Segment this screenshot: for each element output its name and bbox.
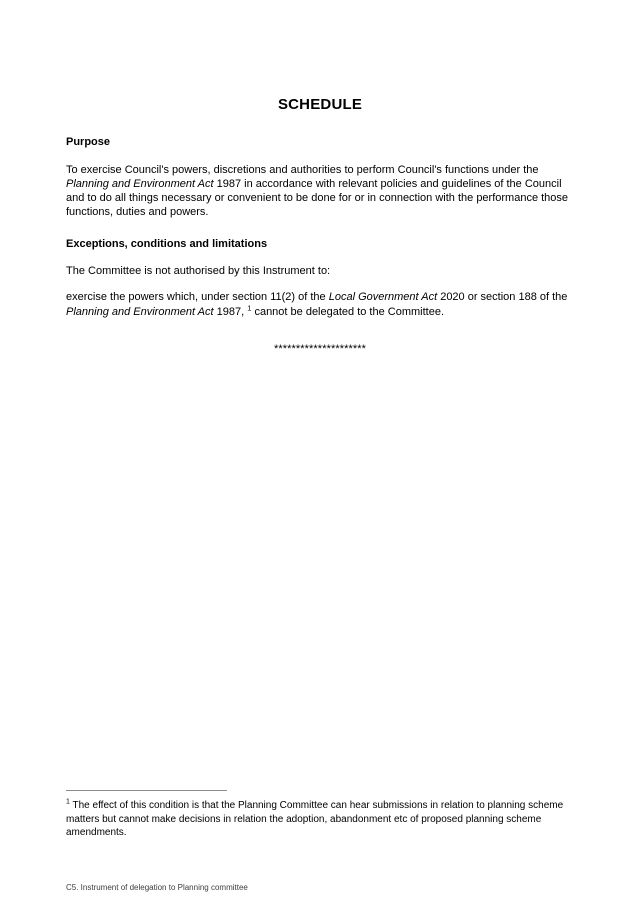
spacer bbox=[66, 114, 574, 135]
spacer bbox=[66, 150, 574, 163]
clause-text-part3: 1987, bbox=[213, 305, 248, 318]
footnote-reference-marker: 1 bbox=[247, 303, 252, 313]
page-title: SCHEDULE bbox=[277, 96, 363, 113]
section-separator: ********************* bbox=[274, 343, 366, 356]
clause-text-part2: 2020 or section 188 of the bbox=[437, 291, 568, 304]
spacer bbox=[66, 278, 574, 290]
footnote-separator-rule bbox=[66, 790, 227, 791]
clause-planning-environment-act-citation: Planning and Environment Act bbox=[66, 305, 214, 318]
exceptions-clause-paragraph bbox=[66, 290, 574, 319]
purpose-text-part2: 1987 in accordance with relevant policies and guidelines of the Council and to do all things necessary or convenient to be done for or in connection with the performance those functions, duties and powers. bbox=[66, 177, 569, 219]
page-footer-text: C5. Instrument of delegation to Planning committee bbox=[66, 883, 248, 892]
footnote-number: 1 bbox=[66, 798, 70, 806]
clause-text-part1: exercise the powers which, under section 11(2) of the bbox=[66, 291, 329, 304]
spacer bbox=[66, 220, 574, 237]
section-heading-exceptions: Exceptions, conditions and limitations bbox=[66, 237, 268, 250]
footnote-block bbox=[66, 790, 574, 840]
purpose-text-part1: To exercise Council's powers, discretions and authorities to perform Council's functions under the bbox=[66, 163, 539, 176]
spacer bbox=[66, 251, 574, 264]
clause-text-part4: cannot be delegated to the Committee. bbox=[251, 305, 445, 318]
section-heading-purpose: Purpose bbox=[66, 136, 111, 148]
purpose-act-citation: Planning and Environment Act bbox=[66, 177, 214, 190]
clause-local-government-act-citation: Local Government Act bbox=[328, 291, 438, 304]
document-content bbox=[66, 0, 574, 356]
exceptions-intro-paragraph: The Committee is not authorised by this Instrument to: bbox=[66, 265, 331, 278]
footnote-entry bbox=[66, 799, 574, 840]
footnote-body-text: The effect of this condition is that the Planning Committee can hear submissions in relation to planning scheme matters but cannot make decisions in relation the adoption, abandonment etc of proposed planning scheme amendments. bbox=[66, 800, 564, 838]
purpose-paragraph bbox=[66, 163, 574, 220]
